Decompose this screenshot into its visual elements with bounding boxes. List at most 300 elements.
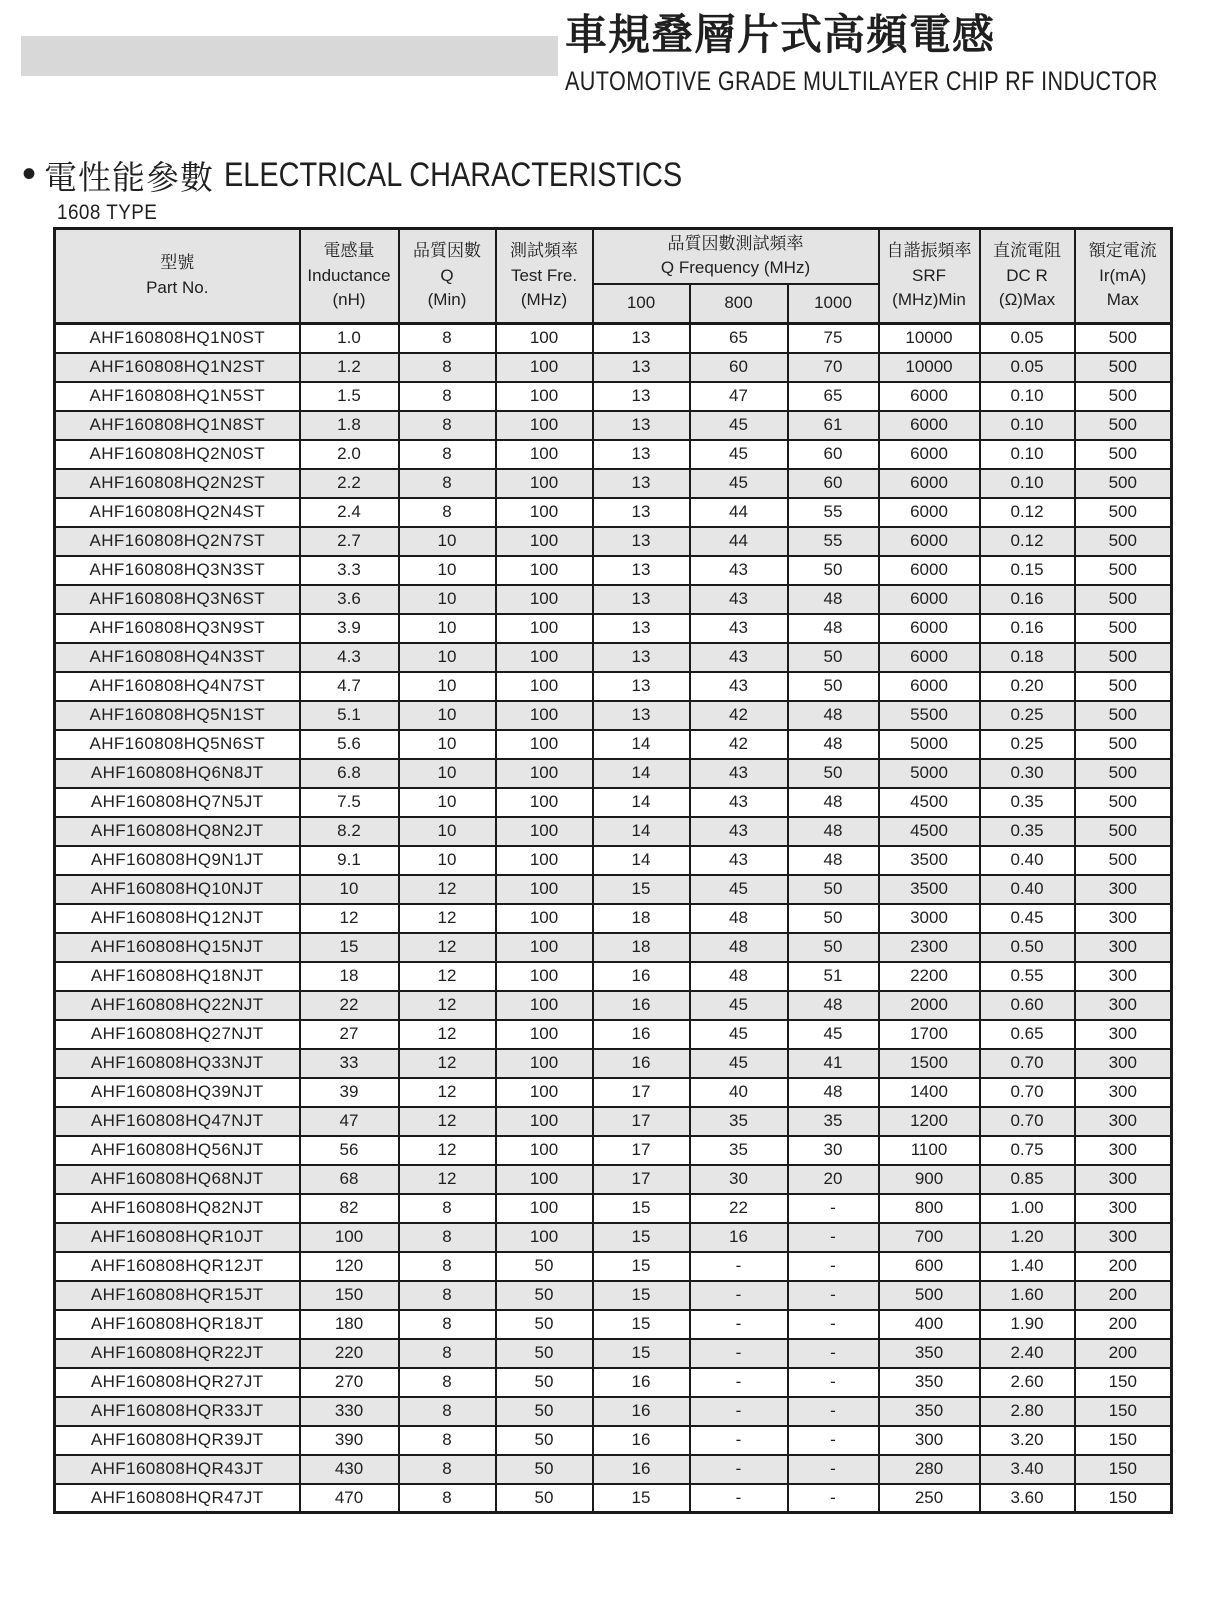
table-row xyxy=(55,411,1172,440)
table-row xyxy=(55,1020,1172,1049)
type-label: 1608 TYPE xyxy=(57,201,158,224)
cell-value: 500 xyxy=(1075,411,1172,440)
cell-value: 8 xyxy=(399,1194,496,1223)
cell-value: 13 xyxy=(593,701,690,730)
cell-value: 16 xyxy=(593,1426,690,1455)
cell-value: 8 xyxy=(399,353,496,382)
cell-value: 2.4 xyxy=(300,498,399,527)
cell-value: 43 xyxy=(690,759,788,788)
cell-value: 18 xyxy=(593,933,690,962)
col-header-inductance xyxy=(300,229,399,324)
table-row xyxy=(55,1049,1172,1078)
cell-value: 100 xyxy=(496,643,593,672)
cell-value: 5.1 xyxy=(300,701,399,730)
cell-value: 350 xyxy=(879,1339,980,1368)
cell-value: 50 xyxy=(496,1252,593,1281)
cell-value: 180 xyxy=(300,1310,399,1339)
cell-value: 0.85 xyxy=(980,1165,1075,1194)
cell-value: 500 xyxy=(1075,846,1172,875)
cell-part-no: AHF160808HQ39NJT xyxy=(55,1078,300,1107)
cell-value: 45 xyxy=(690,1020,788,1049)
cell-value: - xyxy=(690,1252,788,1281)
cell-value: 48 xyxy=(788,585,879,614)
cell-value: 45 xyxy=(690,991,788,1020)
table-row xyxy=(55,1223,1172,1252)
cell-value: 13 xyxy=(593,353,690,382)
cell-value: 60 xyxy=(788,440,879,469)
table-row xyxy=(55,643,1172,672)
cell-value: 50 xyxy=(788,933,879,962)
cell-value: 43 xyxy=(690,788,788,817)
table-row xyxy=(55,1368,1172,1397)
cell-value: 470 xyxy=(300,1484,399,1513)
cell-part-no: AHF160808HQ3N3ST xyxy=(55,556,300,585)
cell-value: 4500 xyxy=(879,817,980,846)
cell-value: 82 xyxy=(300,1194,399,1223)
cell-value: 0.65 xyxy=(980,1020,1075,1049)
cell-part-no: AHF160808HQ4N3ST xyxy=(55,643,300,672)
cell-value: 50 xyxy=(788,759,879,788)
cell-value: 10 xyxy=(399,585,496,614)
cell-value: 300 xyxy=(1075,904,1172,933)
cell-value: 300 xyxy=(1075,1165,1172,1194)
cell-value: 10 xyxy=(399,846,496,875)
cell-value: 16 xyxy=(690,1223,788,1252)
cell-value: 50 xyxy=(496,1310,593,1339)
cell-value: 13 xyxy=(593,643,690,672)
cell-value: 10 xyxy=(399,672,496,701)
cell-value: - xyxy=(788,1426,879,1455)
col-header-test-fre-unit: (MHz) xyxy=(520,290,568,310)
table-header xyxy=(55,229,1172,324)
cell-value: 0.40 xyxy=(980,846,1075,875)
cell-value: 200 xyxy=(1075,1339,1172,1368)
cell-value: 200 xyxy=(1075,1310,1172,1339)
cell-value: 100 xyxy=(496,614,593,643)
cell-value: 100 xyxy=(496,324,593,353)
cell-value: 1.00 xyxy=(980,1194,1075,1223)
table-row xyxy=(55,1397,1172,1426)
cell-value: 0.12 xyxy=(980,527,1075,556)
cell-value: 50 xyxy=(788,672,879,701)
cell-value: 8 xyxy=(399,498,496,527)
cell-part-no: AHF160808HQR22JT xyxy=(55,1339,300,1368)
cell-value: 15 xyxy=(593,1223,690,1252)
cell-value: 0.45 xyxy=(980,904,1075,933)
cell-value: 5500 xyxy=(879,701,980,730)
table-row xyxy=(55,817,1172,846)
cell-part-no: AHF160808HQ82NJT xyxy=(55,1194,300,1223)
cell-value: 6000 xyxy=(879,614,980,643)
cell-value: 100 xyxy=(496,1107,593,1136)
cell-value: 6000 xyxy=(879,411,980,440)
cell-value: 500 xyxy=(1075,353,1172,382)
cell-part-no: AHF160808HQ1N2ST xyxy=(55,353,300,382)
cell-value: 300 xyxy=(1075,1223,1172,1252)
cell-value: 300 xyxy=(1075,933,1172,962)
cell-value: 14 xyxy=(593,759,690,788)
cell-value: - xyxy=(788,1281,879,1310)
cell-part-no: AHF160808HQ6N8JT xyxy=(55,759,300,788)
table-row xyxy=(55,1484,1172,1513)
cell-part-no: AHF160808HQ56NJT xyxy=(55,1136,300,1165)
cell-value: 17 xyxy=(593,1078,690,1107)
cell-value: 0.35 xyxy=(980,788,1075,817)
cell-value: 48 xyxy=(690,962,788,991)
table-row xyxy=(55,1107,1172,1136)
cell-value: 300 xyxy=(1075,1049,1172,1078)
cell-value: 60 xyxy=(690,353,788,382)
col-header-q xyxy=(399,229,496,324)
cell-value: 500 xyxy=(1075,730,1172,759)
cell-value: 47 xyxy=(690,382,788,411)
cell-part-no: AHF160808HQ4N7ST xyxy=(55,672,300,701)
cell-value: 55 xyxy=(788,527,879,556)
cell-value: 8 xyxy=(399,469,496,498)
cell-value: 48 xyxy=(788,730,879,759)
cell-value: 300 xyxy=(879,1426,980,1455)
cell-value: 300 xyxy=(1075,1194,1172,1223)
cell-value: 500 xyxy=(1075,324,1172,353)
cell-value: 75 xyxy=(788,324,879,353)
cell-value: 2300 xyxy=(879,933,980,962)
cell-value: 13 xyxy=(593,585,690,614)
cell-value: 43 xyxy=(690,643,788,672)
table-row xyxy=(55,1455,1172,1484)
cell-part-no: AHF160808HQ22NJT xyxy=(55,991,300,1020)
col-header-ir-unit: Max xyxy=(1106,290,1139,310)
cell-value: 0.70 xyxy=(980,1078,1075,1107)
cell-value: 0.75 xyxy=(980,1136,1075,1165)
page-title-chinese: 車規叠層片式高頻電感 xyxy=(565,11,996,58)
cell-value: 65 xyxy=(788,382,879,411)
cell-part-no: AHF160808HQ3N9ST xyxy=(55,614,300,643)
cell-value: 13 xyxy=(593,527,690,556)
cell-value: 15 xyxy=(593,1194,690,1223)
cell-value: 100 xyxy=(496,585,593,614)
cell-value: 1.90 xyxy=(980,1310,1075,1339)
cell-value: 61 xyxy=(788,411,879,440)
cell-value: 16 xyxy=(593,1368,690,1397)
table-row xyxy=(55,759,1172,788)
cell-value: 6000 xyxy=(879,585,980,614)
cell-value: 330 xyxy=(300,1397,399,1426)
cell-value: 500 xyxy=(1075,498,1172,527)
cell-value: 8 xyxy=(399,1455,496,1484)
cell-value: 43 xyxy=(690,585,788,614)
cell-value: 43 xyxy=(690,817,788,846)
cell-value: 0.10 xyxy=(980,382,1075,411)
cell-value: 50 xyxy=(496,1368,593,1397)
cell-value: 300 xyxy=(1075,875,1172,904)
cell-value: 20 xyxy=(788,1165,879,1194)
cell-value: - xyxy=(788,1339,879,1368)
cell-value: 250 xyxy=(879,1484,980,1513)
cell-value: 45 xyxy=(690,469,788,498)
cell-value: 8 xyxy=(399,1339,496,1368)
cell-part-no: AHF160808HQ3N6ST xyxy=(55,585,300,614)
cell-value: - xyxy=(690,1455,788,1484)
cell-value: 1.20 xyxy=(980,1223,1075,1252)
cell-value: 65 xyxy=(690,324,788,353)
col-header-srf-en: SRF xyxy=(912,265,946,285)
cell-value: 12 xyxy=(399,904,496,933)
cell-value: 0.18 xyxy=(980,643,1075,672)
col-header-part-no-cn: 型號 xyxy=(160,253,195,273)
cell-value: 0.50 xyxy=(980,933,1075,962)
table-row xyxy=(55,469,1172,498)
cell-value: 6.8 xyxy=(300,759,399,788)
cell-value: 100 xyxy=(496,469,593,498)
cell-value: 1700 xyxy=(879,1020,980,1049)
cell-value: 12 xyxy=(399,875,496,904)
cell-part-no: AHF160808HQ2N0ST xyxy=(55,440,300,469)
cell-value: - xyxy=(788,1368,879,1397)
cell-value: 500 xyxy=(1075,527,1172,556)
table-row xyxy=(55,1078,1172,1107)
cell-value: 10 xyxy=(399,817,496,846)
cell-value: 45 xyxy=(690,875,788,904)
cell-value: 8 xyxy=(399,324,496,353)
col-header-q-freq-800: 800 xyxy=(690,284,788,324)
col-header-dcr xyxy=(980,229,1075,324)
cell-part-no: AHF160808HQR15JT xyxy=(55,1281,300,1310)
cell-value: 10 xyxy=(399,701,496,730)
cell-value: 100 xyxy=(496,1020,593,1049)
cell-value: 13 xyxy=(593,469,690,498)
cell-value: 100 xyxy=(496,788,593,817)
cell-value: 100 xyxy=(496,1049,593,1078)
cell-value: 13 xyxy=(593,614,690,643)
cell-value: 15 xyxy=(593,1281,690,1310)
cell-value: 700 xyxy=(879,1223,980,1252)
cell-value: 22 xyxy=(690,1194,788,1223)
electrical-characteristics-table xyxy=(53,227,1173,1514)
cell-value: 0.10 xyxy=(980,440,1075,469)
cell-part-no: AHF160808HQ1N5ST xyxy=(55,382,300,411)
table-row xyxy=(55,585,1172,614)
table-row xyxy=(55,1194,1172,1223)
cell-value: 43 xyxy=(690,556,788,585)
cell-part-no: AHF160808HQ9N1JT xyxy=(55,846,300,875)
cell-value: - xyxy=(690,1339,788,1368)
cell-value: 10 xyxy=(399,759,496,788)
cell-value: 48 xyxy=(690,933,788,962)
cell-value: 1200 xyxy=(879,1107,980,1136)
col-header-dcr-cn: 直流電阻 xyxy=(993,241,1061,261)
cell-value: 48 xyxy=(788,788,879,817)
cell-value: 0.25 xyxy=(980,730,1075,759)
cell-value: 48 xyxy=(788,846,879,875)
cell-value: 45 xyxy=(690,440,788,469)
col-header-dcr-en: DC R xyxy=(1006,265,1048,285)
cell-value: 12 xyxy=(399,1165,496,1194)
cell-value: 0.12 xyxy=(980,498,1075,527)
cell-value: 47 xyxy=(300,1107,399,1136)
cell-value: 15 xyxy=(300,933,399,962)
cell-value: 100 xyxy=(496,1136,593,1165)
table-row xyxy=(55,527,1172,556)
cell-value: 800 xyxy=(879,1194,980,1223)
cell-value: - xyxy=(788,1252,879,1281)
cell-value: 50 xyxy=(788,556,879,585)
cell-value: 100 xyxy=(496,875,593,904)
col-header-srf-cn: 自諧振頻率 xyxy=(886,241,972,261)
cell-part-no: AHF160808HQR39JT xyxy=(55,1426,300,1455)
cell-value: 0.55 xyxy=(980,962,1075,991)
cell-part-no: AHF160808HQ8N2JT xyxy=(55,817,300,846)
cell-part-no: AHF160808HQ2N2ST xyxy=(55,469,300,498)
cell-value: 6000 xyxy=(879,440,980,469)
cell-value: 100 xyxy=(496,498,593,527)
cell-value: 100 xyxy=(496,991,593,1020)
cell-value: 0.16 xyxy=(980,585,1075,614)
table-row xyxy=(55,1281,1172,1310)
cell-value: 500 xyxy=(1075,585,1172,614)
cell-value: - xyxy=(788,1455,879,1484)
cell-value: 15 xyxy=(593,875,690,904)
cell-value: 18 xyxy=(593,904,690,933)
cell-part-no: AHF160808HQ5N1ST xyxy=(55,701,300,730)
cell-value: 270 xyxy=(300,1368,399,1397)
cell-value: 0.10 xyxy=(980,411,1075,440)
cell-value: 100 xyxy=(496,817,593,846)
col-header-test-fre xyxy=(496,229,593,324)
cell-part-no: AHF160808HQ1N8ST xyxy=(55,411,300,440)
cell-value: 13 xyxy=(593,556,690,585)
col-header-q-unit: (Min) xyxy=(427,290,467,310)
cell-value: 0.40 xyxy=(980,875,1075,904)
cell-value: 100 xyxy=(496,904,593,933)
cell-value: 30 xyxy=(788,1136,879,1165)
cell-value: 500 xyxy=(1075,817,1172,846)
cell-value: 1.8 xyxy=(300,411,399,440)
cell-value: 44 xyxy=(690,498,788,527)
cell-value: 13 xyxy=(593,382,690,411)
cell-value: 6000 xyxy=(879,672,980,701)
cell-value: 900 xyxy=(879,1165,980,1194)
cell-value: 3.60 xyxy=(980,1484,1075,1513)
table-row xyxy=(55,382,1172,411)
cell-value: 10000 xyxy=(879,324,980,353)
cell-part-no: AHF160808HQ5N6ST xyxy=(55,730,300,759)
cell-value: 100 xyxy=(496,556,593,585)
table-row xyxy=(55,556,1172,585)
cell-value: 50 xyxy=(788,643,879,672)
cell-value: 500 xyxy=(1075,556,1172,585)
cell-value: 500 xyxy=(1075,469,1172,498)
cell-value: 0.25 xyxy=(980,701,1075,730)
cell-value: 12 xyxy=(399,1136,496,1165)
col-header-q-freq-100: 100 xyxy=(593,284,690,324)
cell-value: 41 xyxy=(788,1049,879,1078)
col-header-ir xyxy=(1075,229,1172,324)
cell-value: 15 xyxy=(593,1339,690,1368)
cell-value: - xyxy=(788,1194,879,1223)
cell-value: 48 xyxy=(788,1078,879,1107)
cell-value: 3.20 xyxy=(980,1426,1075,1455)
cell-value: 13 xyxy=(593,440,690,469)
col-header-part-no xyxy=(55,229,300,324)
cell-value: 150 xyxy=(1075,1455,1172,1484)
cell-value: 15 xyxy=(593,1484,690,1513)
cell-part-no: AHF160808HQ1N0ST xyxy=(55,324,300,353)
cell-value: 150 xyxy=(1075,1368,1172,1397)
table-row xyxy=(55,1136,1172,1165)
cell-value: 1500 xyxy=(879,1049,980,1078)
table-row xyxy=(55,730,1172,759)
cell-value: 2.2 xyxy=(300,469,399,498)
cell-value: 12 xyxy=(399,1049,496,1078)
cell-value: 8 xyxy=(399,382,496,411)
cell-value: 3.40 xyxy=(980,1455,1075,1484)
cell-value: - xyxy=(690,1368,788,1397)
section-title-chinese: 電性能參數 xyxy=(44,159,215,196)
cell-part-no: AHF160808HQ10NJT xyxy=(55,875,300,904)
cell-value: - xyxy=(690,1281,788,1310)
cell-value: 56 xyxy=(300,1136,399,1165)
cell-value: 13 xyxy=(593,672,690,701)
cell-part-no: AHF160808HQR12JT xyxy=(55,1252,300,1281)
cell-value: 18 xyxy=(300,962,399,991)
table-row xyxy=(55,788,1172,817)
cell-value: 150 xyxy=(1075,1397,1172,1426)
table-row xyxy=(55,846,1172,875)
cell-value: 5.6 xyxy=(300,730,399,759)
col-header-q-frequency-en: Q Frequency (MHz) xyxy=(660,258,811,278)
page-title-english: AUTOMOTIVE GRADE MULTILAYER CHIP RF INDUCTOR xyxy=(565,66,1158,96)
cell-value: 6000 xyxy=(879,382,980,411)
cell-value: 3500 xyxy=(879,875,980,904)
cell-value: 50 xyxy=(496,1397,593,1426)
cell-value: 3.9 xyxy=(300,614,399,643)
table-row xyxy=(55,324,1172,353)
cell-part-no: AHF160808HQR10JT xyxy=(55,1223,300,1252)
cell-value: 1100 xyxy=(879,1136,980,1165)
col-header-dcr-unit: (Ω)Max xyxy=(998,290,1056,310)
table-row xyxy=(55,962,1172,991)
cell-value: 16 xyxy=(593,1397,690,1426)
cell-value: 100 xyxy=(496,1165,593,1194)
cell-value: 2.7 xyxy=(300,527,399,556)
table-row xyxy=(55,1426,1172,1455)
cell-value: 45 xyxy=(690,1049,788,1078)
cell-value: 500 xyxy=(1075,759,1172,788)
cell-value: 0.05 xyxy=(980,324,1075,353)
cell-value: - xyxy=(788,1484,879,1513)
cell-value: 2200 xyxy=(879,962,980,991)
cell-value: 13 xyxy=(593,498,690,527)
cell-value: 4.7 xyxy=(300,672,399,701)
cell-value: 43 xyxy=(690,846,788,875)
cell-part-no: AHF160808HQ18NJT xyxy=(55,962,300,991)
cell-value: 12 xyxy=(399,962,496,991)
cell-value: 300 xyxy=(1075,1107,1172,1136)
cell-value: 8 xyxy=(399,1281,496,1310)
cell-value: 35 xyxy=(690,1107,788,1136)
cell-value: 30 xyxy=(690,1165,788,1194)
cell-value: 200 xyxy=(1075,1252,1172,1281)
cell-value: 51 xyxy=(788,962,879,991)
cell-value: 50 xyxy=(496,1455,593,1484)
cell-value: 0.60 xyxy=(980,991,1075,1020)
cell-part-no: AHF160808HQ47NJT xyxy=(55,1107,300,1136)
section-title-english: ELECTRICAL CHARACTERISTICS xyxy=(224,156,683,194)
cell-part-no: AHF160808HQ68NJT xyxy=(55,1165,300,1194)
cell-value: 100 xyxy=(496,962,593,991)
cell-value: 100 xyxy=(496,411,593,440)
cell-value: 44 xyxy=(690,527,788,556)
